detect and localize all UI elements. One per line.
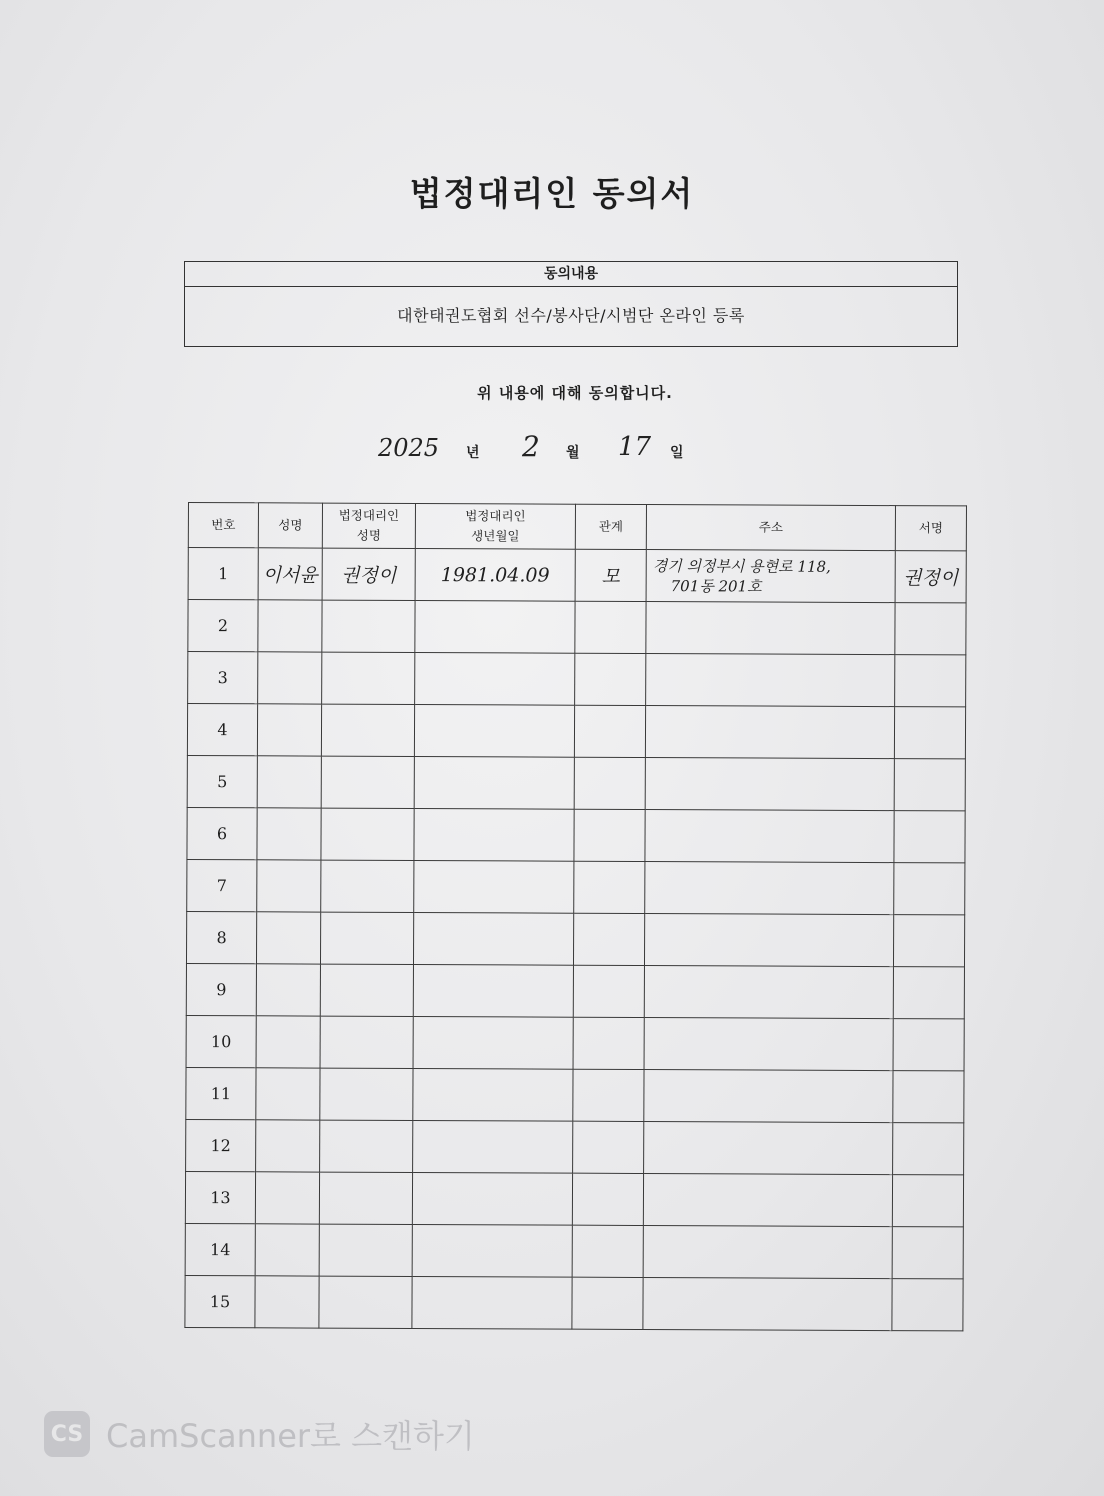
cell-number: 12 <box>186 1119 256 1171</box>
cell-relation <box>572 1225 643 1277</box>
cell-name <box>258 652 322 704</box>
cell-guardian-birth <box>415 652 575 705</box>
cell-address-line1 <box>646 784 894 785</box>
cell-name <box>258 548 322 600</box>
cell-address <box>643 1225 892 1278</box>
header-guardian-birth-line2: 생년월일 <box>471 528 520 544</box>
date-month-unit: 월 <box>566 445 580 461</box>
cell-address-line2 <box>646 680 894 681</box>
cell-address-line2 <box>644 1303 892 1304</box>
cell-signature <box>893 1123 964 1175</box>
cell-number: 3 <box>188 652 258 704</box>
cell-signature <box>895 551 966 603</box>
agreement-statement: 위 내용에 대해 동의합니다. <box>477 384 673 402</box>
cell-guardian-name <box>322 652 415 704</box>
consent-header: 동의내용 <box>185 262 957 287</box>
cell-number: 6 <box>187 807 257 859</box>
table-row <box>187 755 965 810</box>
header-guardian-name <box>322 503 415 548</box>
cell-name <box>257 808 321 860</box>
consent-box <box>184 261 958 347</box>
cell-relation <box>573 1069 644 1121</box>
cell-relation-text: 모 <box>601 565 620 588</box>
cell-guardian-birth <box>412 1172 572 1225</box>
cell-address-line1 <box>644 1199 892 1200</box>
header-relation: 관계 <box>575 504 646 549</box>
registration-table <box>184 502 967 1331</box>
cell-signature-text: 권정이 <box>903 567 959 590</box>
cell-relation <box>573 1121 644 1173</box>
cell-address-line2 <box>646 835 894 836</box>
date-day-unit: 일 <box>670 445 684 461</box>
cell-name <box>257 860 321 912</box>
cell-name <box>256 964 320 1016</box>
cell-guardian-birth <box>415 548 575 601</box>
cell-guardian-birth <box>413 1120 573 1173</box>
header-address: 주소 <box>646 505 895 551</box>
cell-address <box>644 913 893 966</box>
cell-name <box>257 704 321 756</box>
cell-address <box>645 705 894 758</box>
cell-address-line2 <box>646 628 894 629</box>
cell-guardian-name <box>320 912 413 964</box>
cell-address-line1 <box>645 991 893 992</box>
cell-guardian-birth <box>414 860 574 913</box>
cell-address-line1 <box>646 835 894 836</box>
cell-number: 4 <box>187 704 257 756</box>
cell-signature <box>894 863 965 915</box>
cell-guardian-name <box>319 1172 412 1224</box>
cell-guardian-birth <box>415 600 575 653</box>
cell-number: 10 <box>186 1015 256 1067</box>
cell-number: 14 <box>185 1223 255 1275</box>
table-row <box>185 1223 963 1278</box>
header-guardian-name-line2: 성명 <box>356 527 381 543</box>
cell-address <box>646 601 895 654</box>
cell-relation <box>572 1173 643 1225</box>
cell-guardian-name <box>321 860 414 912</box>
cell-number: 8 <box>186 911 256 963</box>
table-row <box>185 1275 963 1330</box>
cell-relation <box>573 965 644 1017</box>
cell-guardian-name <box>321 704 414 756</box>
cell-address-line1 <box>646 732 894 733</box>
cell-guardian-name <box>320 1068 413 1120</box>
header-guardian-birth <box>415 503 575 549</box>
cell-guardian-name <box>321 756 414 808</box>
cell-signature <box>893 967 964 1019</box>
cell-address-line2 <box>645 991 893 992</box>
cell-address-line2 <box>645 887 893 888</box>
table-row <box>187 704 965 759</box>
cell-address-line2 <box>644 1095 892 1096</box>
cell-address <box>643 1173 892 1226</box>
cell-address-line1 <box>644 1251 892 1252</box>
cell-guardian-birth <box>413 912 573 965</box>
header-number: 번호 <box>188 503 258 548</box>
camscanner-watermark <box>44 1409 475 1459</box>
cell-name <box>256 1016 320 1068</box>
table-row <box>186 1119 964 1174</box>
cell-number: 5 <box>187 755 257 807</box>
cell-name <box>257 756 321 808</box>
table-body <box>185 548 966 1331</box>
cell-relation <box>573 1017 644 1069</box>
cell-address <box>644 1069 893 1122</box>
cell-guardian-birth <box>413 1016 573 1069</box>
cell-address-line2 <box>645 1043 893 1044</box>
cell-guardian-name <box>321 808 414 860</box>
consent-content: 대한태권도협회 선수/봉사단/시범단 온라인 등록 <box>397 306 745 325</box>
cell-address-line1 <box>644 1303 892 1304</box>
cell-guardian-name <box>320 964 413 1016</box>
cell-guardian-name <box>319 1276 412 1328</box>
cell-address <box>643 1277 892 1330</box>
cell-address <box>646 653 895 706</box>
cell-relation <box>574 705 645 757</box>
cell-guardian-birth <box>413 1068 573 1121</box>
cell-signature <box>893 1019 964 1071</box>
table-row <box>186 1015 964 1070</box>
cell-address-line2 <box>646 732 894 733</box>
cell-address-line1 <box>644 1147 892 1148</box>
cell-name <box>258 600 322 652</box>
table-row <box>187 859 965 914</box>
cell-signature <box>894 707 965 759</box>
header-signature: 서명 <box>895 506 966 551</box>
header-name: 성명 <box>258 503 322 548</box>
cell-address-line1: 경기 의정부시 용현로 118, <box>652 556 831 576</box>
table-row <box>188 548 966 603</box>
table-row <box>186 1067 964 1122</box>
cell-guardian-birth <box>413 964 573 1017</box>
table-row <box>187 807 965 862</box>
cell-address <box>645 757 894 810</box>
cell-address-line2: 701동 201호 <box>670 576 762 596</box>
cell-address <box>644 1121 893 1174</box>
cell-signature <box>894 811 965 863</box>
cell-number: 2 <box>188 600 258 652</box>
cell-signature <box>892 1175 963 1227</box>
cell-number: 11 <box>186 1067 256 1119</box>
cell-relation <box>574 809 645 861</box>
cell-name <box>255 1224 319 1276</box>
camscanner-logo-icon: CS <box>44 1411 90 1457</box>
cell-address-line2 <box>644 1251 892 1252</box>
cell-name <box>256 1120 320 1172</box>
cell-guardian-name <box>322 548 415 600</box>
cell-number: 9 <box>186 963 256 1015</box>
cell-relation <box>575 653 646 705</box>
cell-address-line2 <box>644 1147 892 1148</box>
cell-name <box>255 1172 319 1224</box>
cell-relation <box>573 913 644 965</box>
cell-name-text: 이서윤 <box>262 564 318 587</box>
cell-number: 7 <box>187 859 257 911</box>
cell-signature <box>895 603 966 655</box>
cell-guardian-birth-text: 1981.04.09 <box>440 563 550 587</box>
table-row <box>186 911 964 966</box>
cell-address-line1 <box>645 1043 893 1044</box>
date-year: 2025 <box>378 434 440 462</box>
cell-address-line2 <box>646 784 894 785</box>
cell-guardian-name <box>320 1016 413 1068</box>
cell-guardian-name <box>320 1120 413 1172</box>
cell-address <box>646 550 895 603</box>
date-day: 17 <box>618 432 652 462</box>
table-header-row <box>188 503 966 551</box>
table-row <box>188 600 966 655</box>
cell-number: 15 <box>185 1275 255 1327</box>
cell-guardian-birth <box>412 1276 572 1329</box>
cell-address <box>645 809 894 862</box>
watermark-text: CamScanner로 스캔하기 <box>106 1417 475 1455</box>
date-line <box>0 430 1104 470</box>
cell-name <box>256 912 320 964</box>
cell-address <box>644 1017 893 1070</box>
date-year-unit: 년 <box>466 445 480 461</box>
cell-guardian-name-text: 권정이 <box>341 564 397 587</box>
cell-signature <box>893 915 964 967</box>
cell-guardian-name <box>322 600 415 652</box>
header-guardian-birth-line1: 법정대리인 <box>465 508 526 524</box>
cell-guardian-birth <box>412 1224 572 1277</box>
cell-relation <box>572 1277 643 1329</box>
cell-name <box>255 1276 319 1328</box>
cell-signature <box>894 759 965 811</box>
cell-guardian-birth <box>414 704 574 757</box>
cell-signature <box>892 1227 963 1279</box>
cell-signature <box>895 655 966 707</box>
cell-relation <box>574 861 645 913</box>
cell-address-line1 <box>644 1095 892 1096</box>
cell-guardian-birth <box>414 808 574 861</box>
cell-address <box>644 965 893 1018</box>
cell-address-line2 <box>644 1199 892 1200</box>
cell-address-line2 <box>645 939 893 940</box>
cell-relation <box>575 601 646 653</box>
cell-address-line1 <box>646 680 894 681</box>
cell-number: 1 <box>188 548 258 600</box>
cell-guardian-birth <box>414 756 574 809</box>
table-row <box>188 652 966 707</box>
cell-address-line1 <box>645 887 893 888</box>
date-month: 2 <box>522 430 540 463</box>
cell-signature <box>892 1279 963 1331</box>
cell-number: 13 <box>185 1171 255 1223</box>
cell-guardian-name <box>319 1224 412 1276</box>
table-row <box>186 963 964 1018</box>
document-title: 법정대리인 동의서 <box>409 174 695 213</box>
cell-address-line1 <box>646 628 894 629</box>
cell-address-line1 <box>645 939 893 940</box>
cell-signature <box>893 1071 964 1123</box>
cell-relation <box>575 549 646 601</box>
table-row <box>185 1171 963 1226</box>
cell-relation <box>574 757 645 809</box>
header-guardian-name-line1: 법정대리인 <box>338 507 400 523</box>
cell-address <box>645 861 894 914</box>
cell-name <box>256 1068 320 1120</box>
